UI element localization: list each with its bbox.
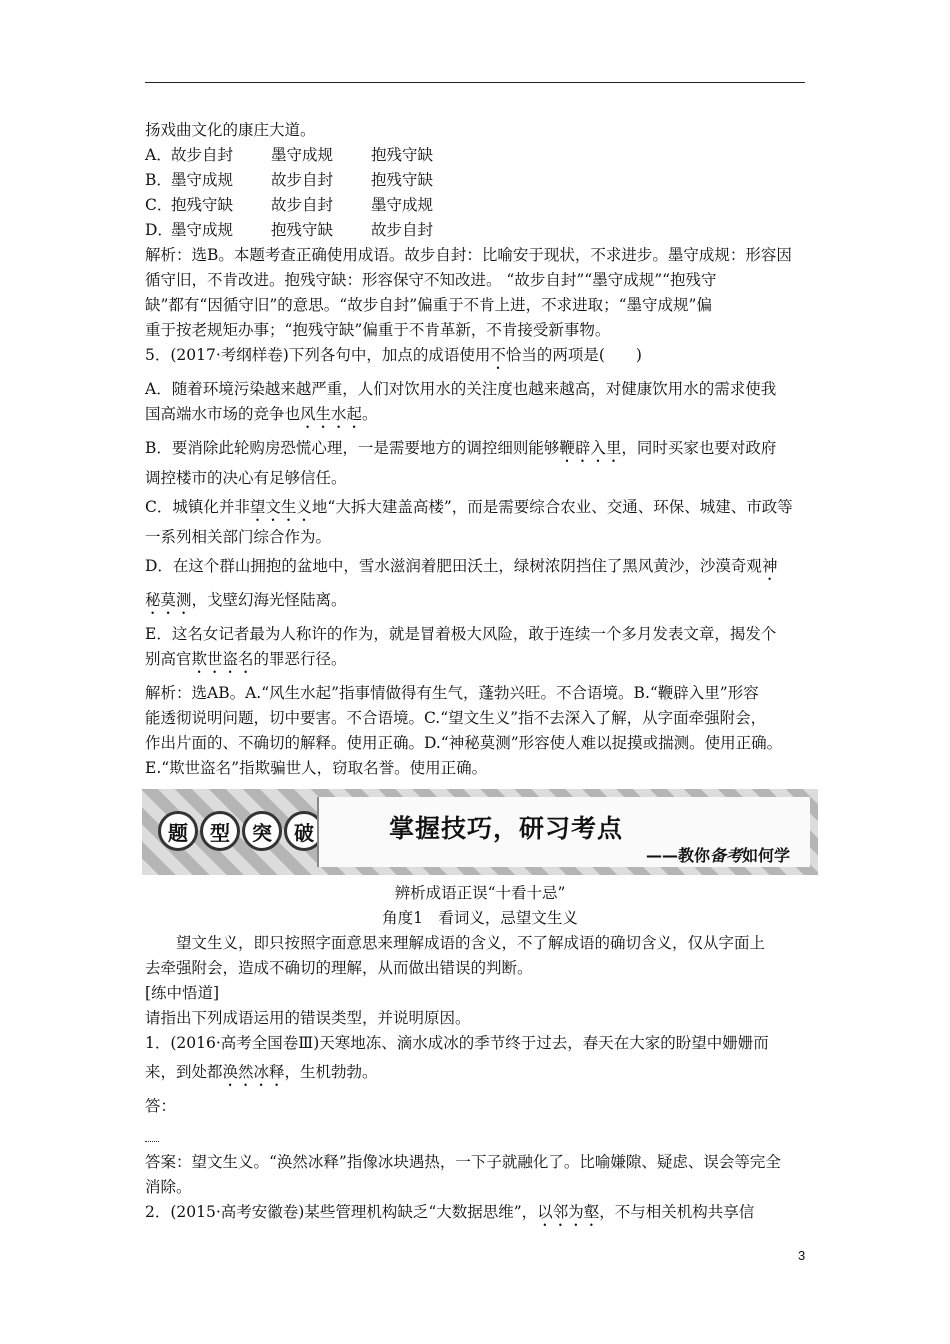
q5-analysis-line: E.“欺世盗名”指欺骗世人，窃取名誉。使用正确。 — [145, 759, 488, 777]
q5-option-a-line1: A．随着环境污染越来越严重，人们对饮用水的关注度也越来越高，对健康饮用水的需求使我 — [145, 380, 777, 398]
q5-option-e-line1: E．这名女记者最为人称许的作为，就是冒着极大风险，敢于连续一个多月发表文章，揭发个 — [145, 625, 777, 643]
answer-blank-line — [145, 1141, 159, 1144]
document-page — [145, 118, 815, 1230]
q5-option-b-line1: B．要消除此轮购房恐慌心理，一是需要地方的调控细则能够鞭辟入里，同时买家也要对政府 — [145, 439, 777, 457]
section-title: 辨析成语正误“十看十忌” — [394, 884, 566, 902]
header-rule — [145, 82, 805, 83]
q5-stem: 5．(2017·考纲样卷)下列各句中，加点的成语使用不恰当的两项是( ) — [145, 346, 642, 364]
practice-label: [练中悟道] — [145, 984, 220, 1002]
q4-option-c: C．抱残守缺 故步自封 墨守成规 — [145, 196, 434, 214]
q5-option-e-line2: 别高官欺世盗名的罪恶行径。 — [145, 650, 347, 668]
q5-analysis-line: 解析：选AB。A.“风生水起”指事情做得有生气，蓬勃兴旺。不合语境。B.“鞭辟入里”形容 — [145, 684, 759, 702]
banner-badge: 破 — [284, 811, 324, 851]
q4-option-d: D．墨守成规 抱残守缺 故步自封 — [145, 221, 434, 239]
q5-option-a-line2: 国高端水市场的竞争也风生水起。 — [145, 405, 378, 423]
page-number: 3 — [798, 1248, 806, 1263]
q5-option-c-line2: 一系列相关部门综合作为。 — [145, 528, 332, 546]
p2-line1: 2．(2015·高考安徽卷)某些管理机构缺乏“大数据思维”，以邻为壑，不与相关机构共享信 — [145, 1203, 755, 1221]
p1-answer-label: 答： — [145, 1097, 177, 1115]
banner-badges — [158, 811, 324, 851]
practice-instruction: 请指出下列成语运用的错误类型，并说明原因。 — [145, 1009, 471, 1027]
banner-badge: 突 — [242, 811, 282, 851]
q4-option-a: A．故步自封 墨守成规 抱残守缺 — [145, 146, 434, 164]
banner-panel — [317, 797, 810, 867]
q5-option-b-line2: 调控楼市的决心有足够信任。 — [145, 469, 347, 487]
banner-badge: 型 — [200, 811, 240, 851]
q4-stem-tail: 扬戏曲文化的康庄大道。 — [145, 121, 316, 139]
section-banner — [142, 789, 818, 875]
angle-heading: 角度1 看词义，忌望文生义 — [382, 909, 578, 927]
banner-subtitle: ——教你备考如何学 — [645, 846, 790, 865]
angle-paragraph: 望文生义，即只按照字面意思来理解成语的含义，不了解成语的确切含义，仅从字面上 — [176, 934, 766, 952]
q4-option-b: B．墨守成规 故步自封 抱残守缺 — [145, 171, 434, 189]
q5-option-d-line1: D．在这个群山拥抱的盆地中，雪水滋润着肥田沃土，绿树浓阴挡住了黑风黄沙，沙漠奇观神 — [145, 557, 778, 575]
angle-paragraph: 去牵强附会，造成不确切的理解，从而做出错误的判断。 — [145, 959, 533, 977]
q5-analysis-line: 作出片面的、不确切的解释。使用正确。D.“神秘莫测”形容使人难以捉摸或揣测。使用正确。 — [145, 734, 783, 752]
q5-option-c-line1: C．城镇化并非望文生义地“大拆大建盖高楼”，而是需要综合农业、交通、环保、城建、市政等 — [145, 498, 793, 516]
q4-analysis-line: 解析：选B。本题考查正确使用成语。故步自封：比喻安于现状，不求进步。墨守成规：形容因 — [145, 246, 792, 264]
p1-line2: 来，到处都涣然冰释，生机勃勃。 — [145, 1063, 378, 1081]
q4-analysis-line: 循守旧，不肯改进。抱残守缺：形容保守不知改进。 “故步自封”“墨守成规”“抱残守 — [145, 271, 717, 289]
banner-slogan: 掌握技巧，研习考点 — [389, 814, 624, 843]
q4-analysis-line: 缺”都有“因循守旧”的意思。“故步自封”偏重于不肯上进，不求进取；“墨守成规”偏 — [145, 296, 712, 314]
q5-analysis-line: 能透彻说明问题，切中要害。不合语境。C.“望文生义”指不去深入了解，从字面牵强附会， — [145, 709, 767, 727]
q5-option-d-line2: 秘莫测，戈壁幻海光怪陆离。 — [145, 591, 347, 609]
p1-line1: 1．(2016·高考全国卷Ⅲ)天寒地冻、滴水成冰的季节终于过去，春天在大家的盼望中姗姗而 — [145, 1034, 769, 1052]
p1-answer-key: 答案：望文生义。“涣然冰释”指像冰块遇热，一下子就融化了。比喻嫌隙、疑虑、误会等完全 — [145, 1153, 781, 1171]
p1-answer-key: 消除。 — [145, 1178, 192, 1196]
banner-badge: 题 — [158, 811, 198, 851]
q4-analysis-line: 重于按老规矩办事；“抱残守缺”偏重于不肯革新，不肯接受新事物。 — [145, 321, 611, 339]
